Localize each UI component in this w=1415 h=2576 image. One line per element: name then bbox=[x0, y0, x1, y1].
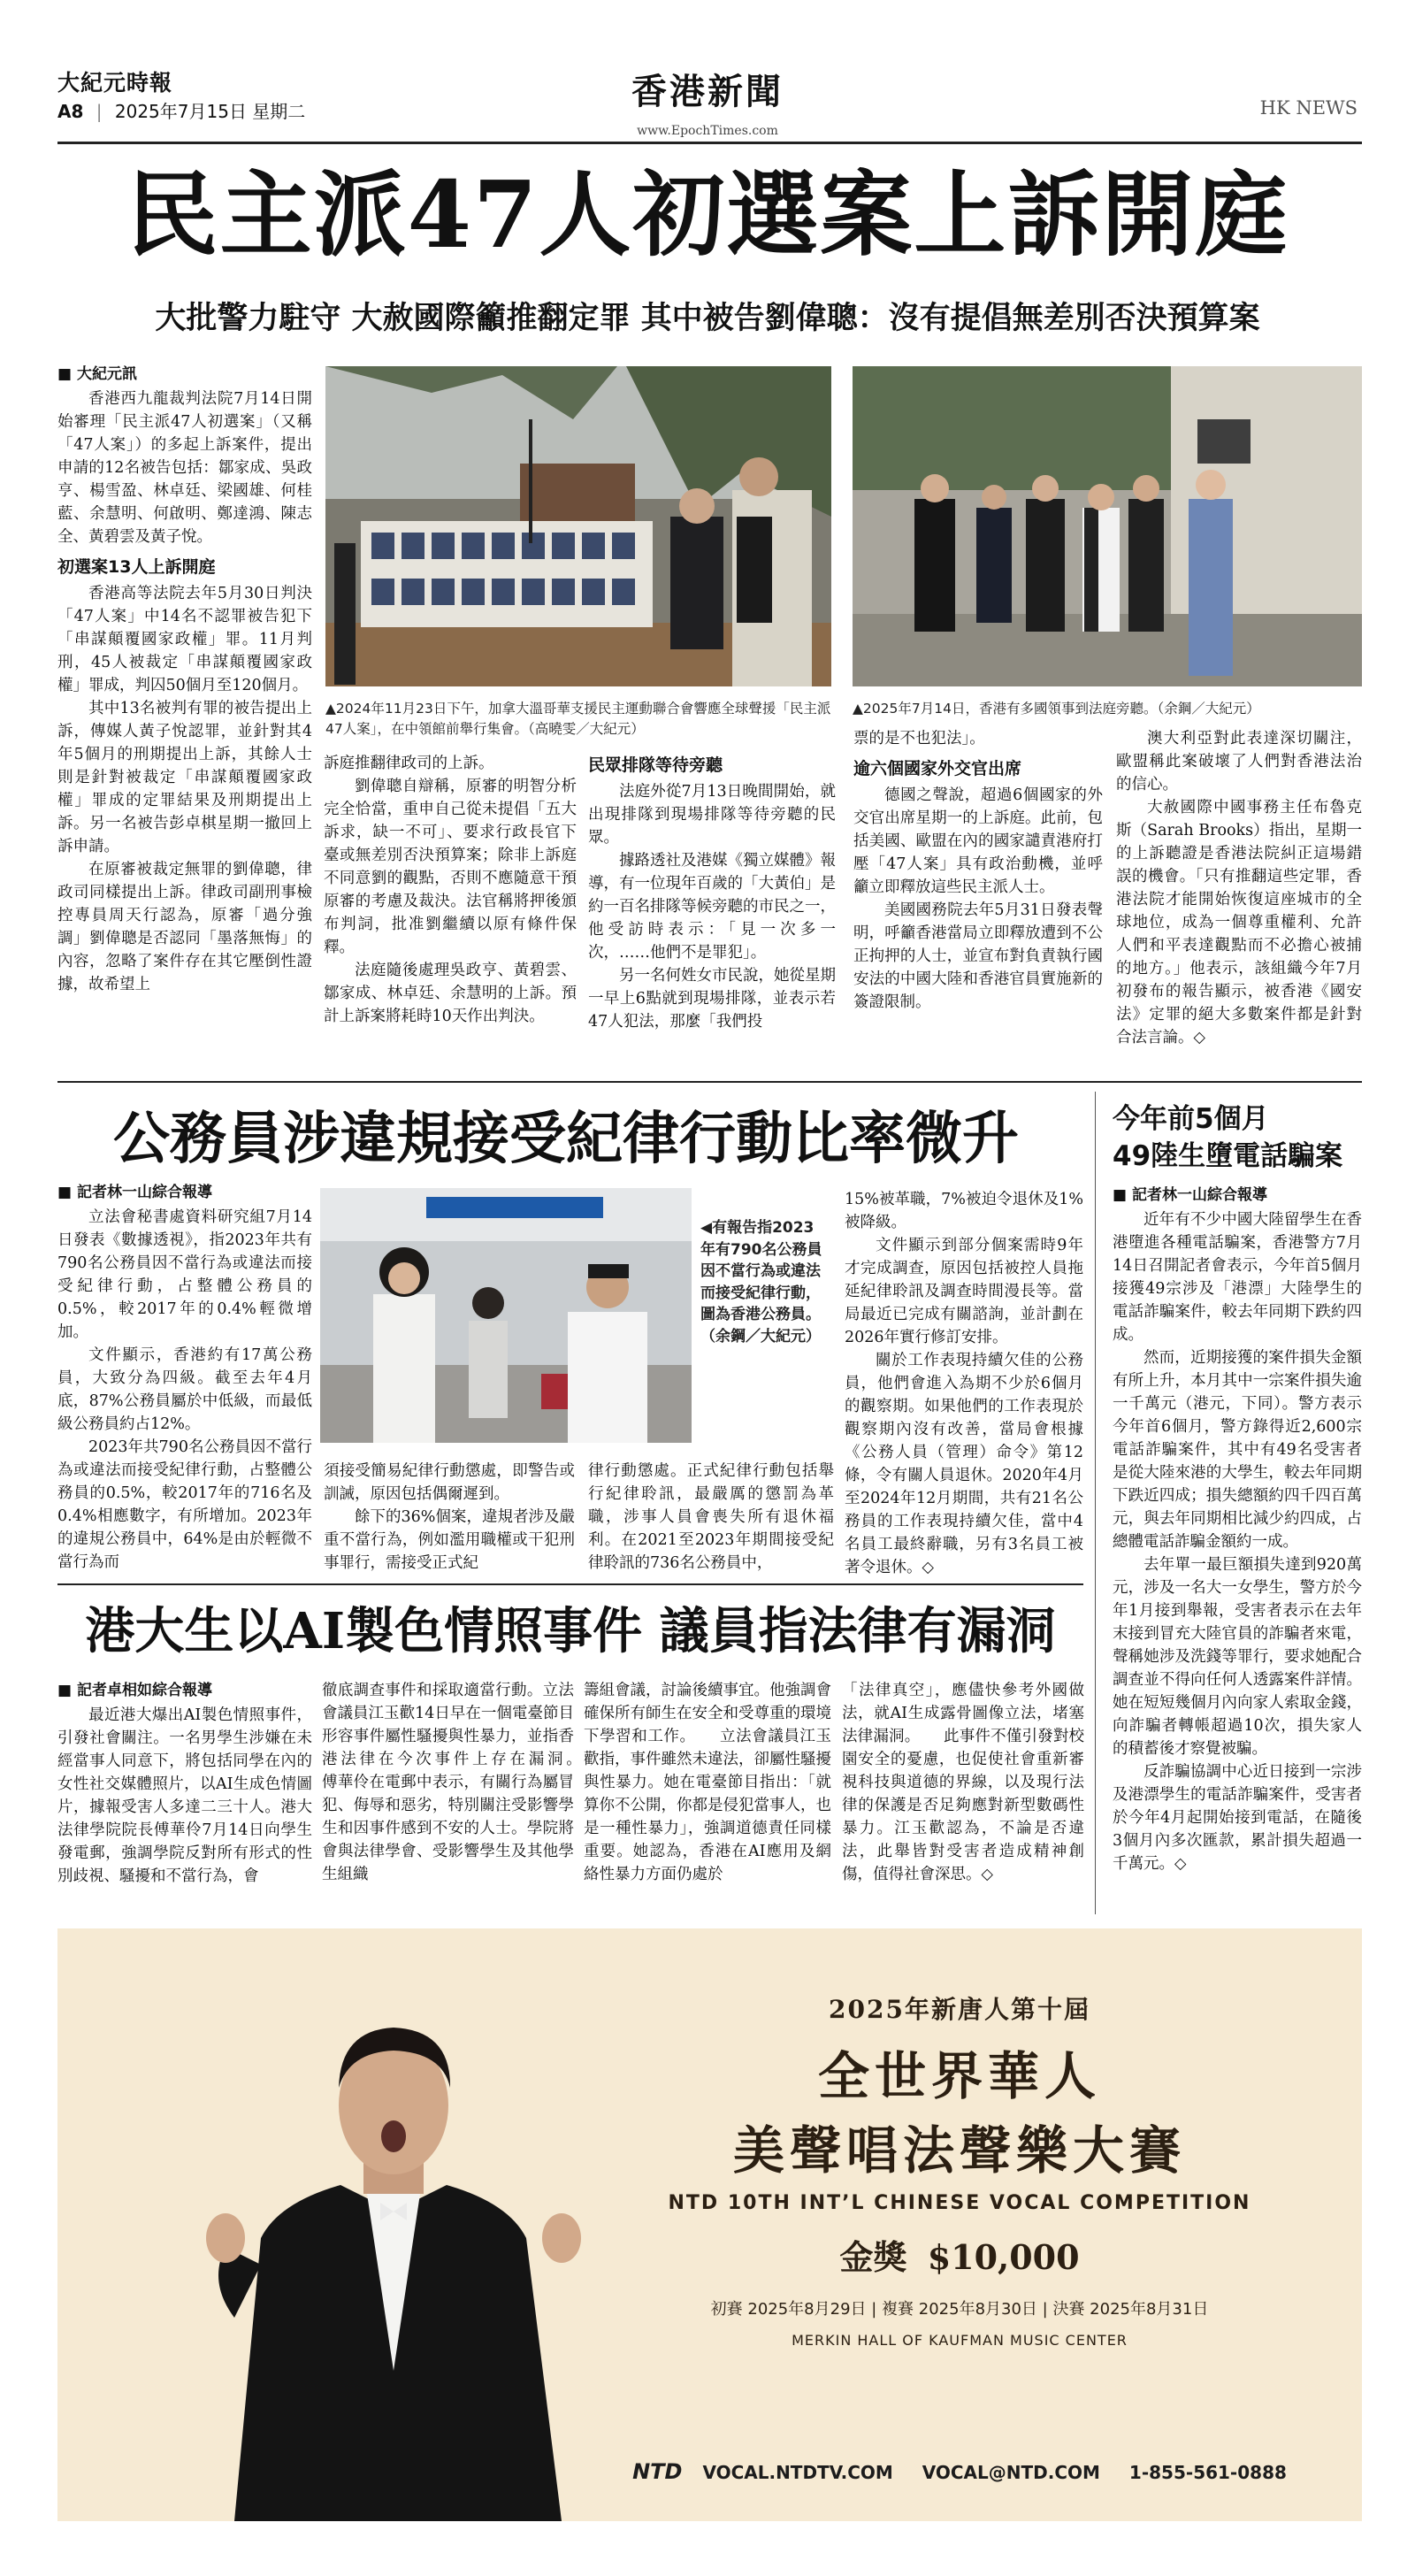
story1-subheading: 民眾排隊等待旁聽 bbox=[588, 755, 723, 775]
story4-byline: ■ 記者卓相如綜合報導 bbox=[57, 1682, 212, 1699]
story1-paragraph: 另一名何姓女市民說，她從星期一早上6點就到現場排隊，並表示若47人犯法，那麼「我們投 bbox=[588, 967, 836, 1031]
ad-contact-bar bbox=[623, 2459, 1296, 2484]
story4-col2 bbox=[322, 1679, 574, 1911]
story1-paragraph: 香港西九龍裁判法院7月14日開始審理「民主派47人初選案」（又稱「47人案」）的多起上訴案件，提出申請的12名被告包括：鄒家成、吳政亨、楊雪盈、林卓廷、梁國雄、何桂藍、余慧明、何啟明、鄭達鴻、陳志全、黃碧雲及黃子悅。 bbox=[57, 390, 312, 546]
story2-paragraph: 2023年共790名公務員因不當行為或違法而接受紀律行動，占整體公務員的0.5%，較2017年的716名及0.4%相應數字，有所增加。2023年的違規公務員中，64%是由於輕微不當行為而 bbox=[57, 1438, 312, 1571]
story2-photo-caption: ◀有報告指2023年有790名公務員因不當行為或違法而接受紀律行動，圖為香港公務員。（余鋼／大紀元） bbox=[700, 1219, 822, 1346]
story4-paragraph: 籌組會議，討論後續事宜。他強調會確保所有師生在安全和受尊重的環境下學習和工作。 立法會議員江玉歡指，事件雖然未違法，卻屬性騷擾與性暴力。她在電臺節目指出：「就算你不公開，你都是侵犯當事人，也是一種性暴力」，強調道德責任同樣重要。她認為，香港在AI應用及網絡性暴力方面仍處於 bbox=[584, 1682, 831, 1883]
story1-paragraph: 票的是不也犯法」。 bbox=[853, 730, 985, 748]
story1-bottom-rule bbox=[57, 1081, 1362, 1083]
story1-paragraph: 在原審被裁定無罪的劉偉聰，律政司同樣提出上訴。律政司副刑事檢控專員周天行認為，原審「過分強調」劉偉聰是否認同「墨落無悔」的內容，忽略了案件存在其它壓倒性證據，故希望上 bbox=[57, 861, 312, 993]
story1-paragraph: 德國之聲說，超過6個國家的外交官出席星期一的上訴庭。此前，包括美國、歐盟在內的國家譴責港府打壓「47人案」具有政治動機，並呼籲立即釋放這些民主派人士。 bbox=[853, 786, 1103, 896]
story3-byline: ■ 記者林一山綜合報導 bbox=[1113, 1186, 1267, 1204]
rally-photo-image bbox=[325, 366, 831, 686]
story3-paragraph: 然而，近期接獲的案件損失金額有所上升，本月其中一宗案件損失逾一千萬元（港元，下同）。警方表示今年首6個月，警方錄得近2,600宗電話詐騙案件，其中有49名受害者是從大陸來港的大學生，較去年同期下跌近四成；損失總額約四千四百萬元，與去年同期相比減少約四成，占總體電話詐騙金額約一成。 bbox=[1113, 1349, 1362, 1551]
story3-body bbox=[1113, 1184, 1362, 1911]
ad-title-line1: 全世界華人 bbox=[817, 2046, 1101, 2106]
story3-headline-line2: 49陸生墮電話騙案 bbox=[1113, 1140, 1343, 1172]
story1-byline: ■ 大紀元訊 bbox=[57, 365, 137, 383]
consuls-photo-image bbox=[853, 366, 1362, 686]
ad-vocal-competition[interactable] bbox=[57, 1928, 1362, 2521]
paper-name: 大紀元時報 bbox=[57, 70, 173, 96]
singer-figure bbox=[199, 1946, 588, 2521]
story1-subheading: 初選案13人上訴開庭 bbox=[57, 557, 216, 577]
ad-prize bbox=[623, 2230, 1296, 2279]
story1-photo-consuls-caption: ▲2025年7月14日，香港有多國領事到法庭旁聽。（余鋼／大紀元） bbox=[853, 701, 1260, 717]
story4-col1 bbox=[57, 1679, 312, 1911]
story3-paragraph: 去年單一最巨額損失達到920萬元，涉及一名大一女學生，警方於今年1月接到舉報，受害者表示在去年末接到冒充大陸官員的詐騙者來電，聲稱她涉及洗錢等罪行，要求她配合調查並不得向任何人透露案件詳情。她在短短幾個月內向家人索取金錢，向詐騙者轉帳超過10次，損失家人的積蓄後才察覺被騙。 bbox=[1113, 1556, 1362, 1758]
vertical-divider bbox=[1095, 1092, 1096, 1914]
story2-bottom-rule bbox=[57, 1583, 1083, 1585]
issue-date: 2025年7月15日 星期二 bbox=[114, 101, 306, 122]
story1-paragraph: 法庭外從7月13日晚間開始，就出現排隊到現場排隊等待旁聽的民眾。 bbox=[588, 783, 836, 847]
story1-photo-rally bbox=[325, 366, 831, 686]
story1-paragraph: 大赦國際中國事務主任布魯克斯（Sarah Brooks）指出，星期一的上訴聽證是香港法院糾正這場錯誤的機會。「只有推翻這些定罪，香港法院才能開始恢復這座城市的全球地位，成為一個尊重權利、允許人們和平表達觀點而不必擔心被捕的地方。」他表示，該組織今年7月初發布的報告顯示，被香港《國安法》定罪的絕大多數案件都是針對合法言論。◇ bbox=[1116, 799, 1362, 1046]
ad-phone[interactable]: 1-855-561-0888 bbox=[1128, 2462, 1287, 2483]
story2-headline: 公務員涉違規接受紀律行動比率微升 bbox=[113, 1106, 1019, 1172]
story1-col1 bbox=[57, 363, 312, 1141]
story1-col2 bbox=[324, 752, 577, 1141]
page-number: A8 bbox=[57, 101, 84, 122]
section-title: 香港新聞 bbox=[631, 71, 784, 112]
page-info: A8 | 2025年7月15日 星期二 bbox=[57, 101, 306, 122]
story3-paragraph: 近年有不少中國大陸留學生在香港墮進各種電話騙案，香港警方7月14日召開記者會表示，今年首5個月接獲49宗涉及「港漂」大陸學生的電話詐騙案件，較去年同期下跌約四成。 bbox=[1113, 1211, 1362, 1344]
story1-subhead: 大批警力駐守 大赦國際籲推翻定罪 其中被告劉偉聰：沒有提倡無差別否決預算案 bbox=[155, 301, 1260, 336]
story1-paragraph: 據路透社及港媒《獨立媒體》報導，有一位現年百歲的「大黃伯」是約一百名排隊等候旁聽的市民之一，他受訪時表示：「見一次多一次，……他們不是罪犯」。 bbox=[588, 852, 836, 962]
story1-paragraph: 香港高等法院去年5月30日判決「47人案」中14名不認罪被告犯下「串謀顛覆國家政權」罪。11月判刑，45人被裁定「串謀顛覆國家政權」罪成，判囚50個月至120個月。 bbox=[57, 585, 312, 694]
story1-paragraph: 澳大利亞對此表達深切關注，歐盟稱此案破壞了人們對香港法治的信心。 bbox=[1116, 730, 1362, 794]
story3-headline-line1: 今年前5個月 bbox=[1113, 1103, 1269, 1135]
story2-paragraph: 律行動懲處。正式紀律行動包括舉行紀律聆訊，最嚴厲的懲罰為革職，涉事人員會喪失所有退休福利。在2021至2023年期間接受紀律聆訊的736名公務員中， bbox=[588, 1462, 834, 1572]
story2-col1 bbox=[57, 1181, 312, 1659]
ad-title-line2: 美聲唱法聲樂大賽 bbox=[732, 2120, 1186, 2181]
story1-paragraph: 法庭隨後處理吳政亨、黃碧雲、鄒家成、林卓廷、余慧明的上訴。預計上訴案將耗時10天作出判決。 bbox=[324, 962, 577, 1025]
story2-paragraph: 文件顯示，香港約有17萬公務員，大致分為四級。截至去年4月底，87%公務員屬於中低級，而最低級公務員約占12%。 bbox=[57, 1346, 312, 1433]
story1-col5 bbox=[1116, 727, 1362, 1141]
story2-paragraph: 15%被革職，7%被迫令退休及1%被降級。 bbox=[845, 1191, 1083, 1231]
story3-paragraph: 反詐騙協調中心近日接到一宗涉及港漂學生的電話詐騙案件，受害者於今年4月起開始接到電話，在隨後3個月內多次匯款，累計損失超過一千萬元。◇ bbox=[1113, 1763, 1362, 1873]
story1-col3 bbox=[588, 752, 836, 1141]
story1-photo-rally-caption: ▲2024年11月23日下午，加拿大溫哥華支援民主運動聯合會響應全球聲援「民主派47人案」，在中領館前舉行集會。（高曉雯／大紀元） bbox=[325, 701, 831, 737]
masthead-rule bbox=[57, 142, 1362, 144]
website-url[interactable]: www.EpochTimes.com bbox=[637, 124, 778, 138]
story1-headline: 民主派47人初選案上訴開庭 bbox=[126, 160, 1289, 269]
story2-paragraph: 立法會秘書處資料研究組7月14日發表《數據透視》，指2023年共有790名公務員因不當行為或違法而接受紀律行動，占整體公務員的0.5%，較2017年的0.4%輕微增加。 bbox=[57, 1208, 312, 1341]
story1-paragraph: 訴庭推翻律政司的上訴。 bbox=[324, 755, 494, 772]
ad-venue: MERKIN HALL OF KAUFMAN MUSIC CENTER bbox=[792, 2332, 1128, 2349]
ad-edition-line: 2025年新唐人第十屆 bbox=[829, 1995, 1090, 2024]
ad-prize-amount: $10,000 bbox=[927, 2237, 1080, 2277]
story4-col3 bbox=[584, 1679, 831, 1911]
story1-photo-consuls bbox=[853, 366, 1362, 686]
ad-schedule: 初賽 2025年8月29日 | 複賽 2025年8月30日 | 決賽 2025年8月31日 bbox=[710, 2300, 1209, 2319]
story2-paragraph: 須接受簡易紀律行動懲處，即警告或訓誡，原因包括偶爾遲到。 bbox=[324, 1462, 575, 1503]
ad-email[interactable]: VOCAL@NTD.COM bbox=[922, 2462, 1100, 2483]
ntd-logo: NTD bbox=[632, 2459, 683, 2484]
story3-headline bbox=[1113, 1100, 1365, 1175]
story2-col4 bbox=[845, 1188, 1083, 1659]
story4-headline: 港大生以AI製色情照事件 議員指法律有漏洞 bbox=[85, 1602, 1056, 1660]
story4-paragraph: 最近港大爆出AI製色情照事件，引發社會關注。一名男學生涉嫌在未經當事人同意下，將包括同學在內的女性社交媒體照片，以AI生成色情圖片，據報受害人多達二三十人。港大法律學院院長傅華伶7月14日向學生發電郵，強調學院反對所有形式的性別歧視、騷擾和不當行為，會 bbox=[57, 1706, 312, 1885]
ad-text-block bbox=[623, 1990, 1296, 2349]
story2-photo-civil-servants bbox=[320, 1188, 692, 1443]
story1-paragraph: 美國國務院去年5月31日發表聲明，呼籲香港當局立即釋放遭到不公正拘押的人士，並宣布對負責執行國安法的中國大陸和香港官員實施新的簽證限制。 bbox=[853, 901, 1103, 1011]
ad-website[interactable]: VOCAL.NTDTV.COM bbox=[702, 2462, 893, 2483]
story2-byline: ■ 記者林一山綜合報導 bbox=[57, 1184, 212, 1201]
story4-paragraph: 徹底調查事件和採取適當行動。立法會議員江玉歡14日早在一個電臺節目形容事件屬性騷擾與性暴力，並指香港法律在今次事件上存在漏洞。 傅華伶在電郵中表示，有關行為屬冒犯、侮辱和惡劣，特別關注受影響學生和因事件感到不安的人士。學院將會與法律學會、受影響學生及其他學生組織 bbox=[322, 1682, 574, 1883]
story2-paragraph: 文件顯示到部分個案需時9年才完成調查，原因包括被控人員拖延紀律聆訊及調查時間漫長等。當局最近已完成有關諮詢，並計劃在2026年實行修訂安排。 bbox=[845, 1237, 1083, 1346]
story2-paragraph: 餘下的36%個案，違規者涉及嚴重不當行為，例如濫用職權或干犯刑事罪行，需接受正式紀 bbox=[324, 1508, 575, 1572]
civil-servants-photo-image bbox=[320, 1188, 692, 1443]
story4-col4 bbox=[842, 1679, 1084, 1911]
story1-subheading: 逾六個國家外交官出席 bbox=[853, 759, 1022, 778]
story2-paragraph: 關於工作表現持續欠佳的公務員，他們會進入為期不少於6個月的觀察期。如果他們的工作表現於觀察期內沒有改善，當局會根據《公務人員（管理）命令》第12條，令有關人員退休。2020年4月至2024年12月期間，共有21名公務員的工作表現持續欠佳，當中4名員工最終辭職，另有3名員工被著令退休。◇ bbox=[845, 1352, 1083, 1576]
story1-col4 bbox=[853, 727, 1103, 1141]
ad-title-en: NTD 10TH INT’L CHINESE VOCAL COMPETITION bbox=[668, 2192, 1251, 2214]
masthead bbox=[53, 65, 1362, 136]
story1-paragraph: 劉偉聰自辯稱，原審的明智分析完全恰當，重申自己從未提倡「五大訴求，缺一不可」、要求行政長官下臺或無差別否決預算案；除非上訴庭不同意劉的觀點，否則不應隨意干預原審的考慮及裁決。法官稱將押後頒布判詞，批准劉繼續以原有條件保釋。 bbox=[324, 778, 577, 956]
story1-paragraph: 其中13名被判有罪的被告提出上訴，傳媒人黃子悅認罪，並針對其4年5個月的刑期提出上訴，其餘人士則是針對被裁定「串謀顛覆國家政權」罪成的定罪結果及刑期提出上訴。另一名被告彭卓棋星期一撤回上訴申請。 bbox=[57, 700, 312, 855]
ad-prize-label: 金獎 bbox=[839, 2237, 907, 2277]
section-en: HK NEWS bbox=[1259, 97, 1358, 119]
story4-paragraph: 「法律真空」，應儘快參考外國做法，就AI生成露骨圖像立法，堵塞法律漏洞。 此事件不僅引發對校園安全的憂慮，也促使社會重新審視科技與道德的界線，以及現行法律的保護是否足夠應對新型數碼性暴力。江玉歡認為，不論是否違法，此舉皆對受害者造成精神創傷，值得社會深思。◇ bbox=[842, 1682, 1084, 1883]
